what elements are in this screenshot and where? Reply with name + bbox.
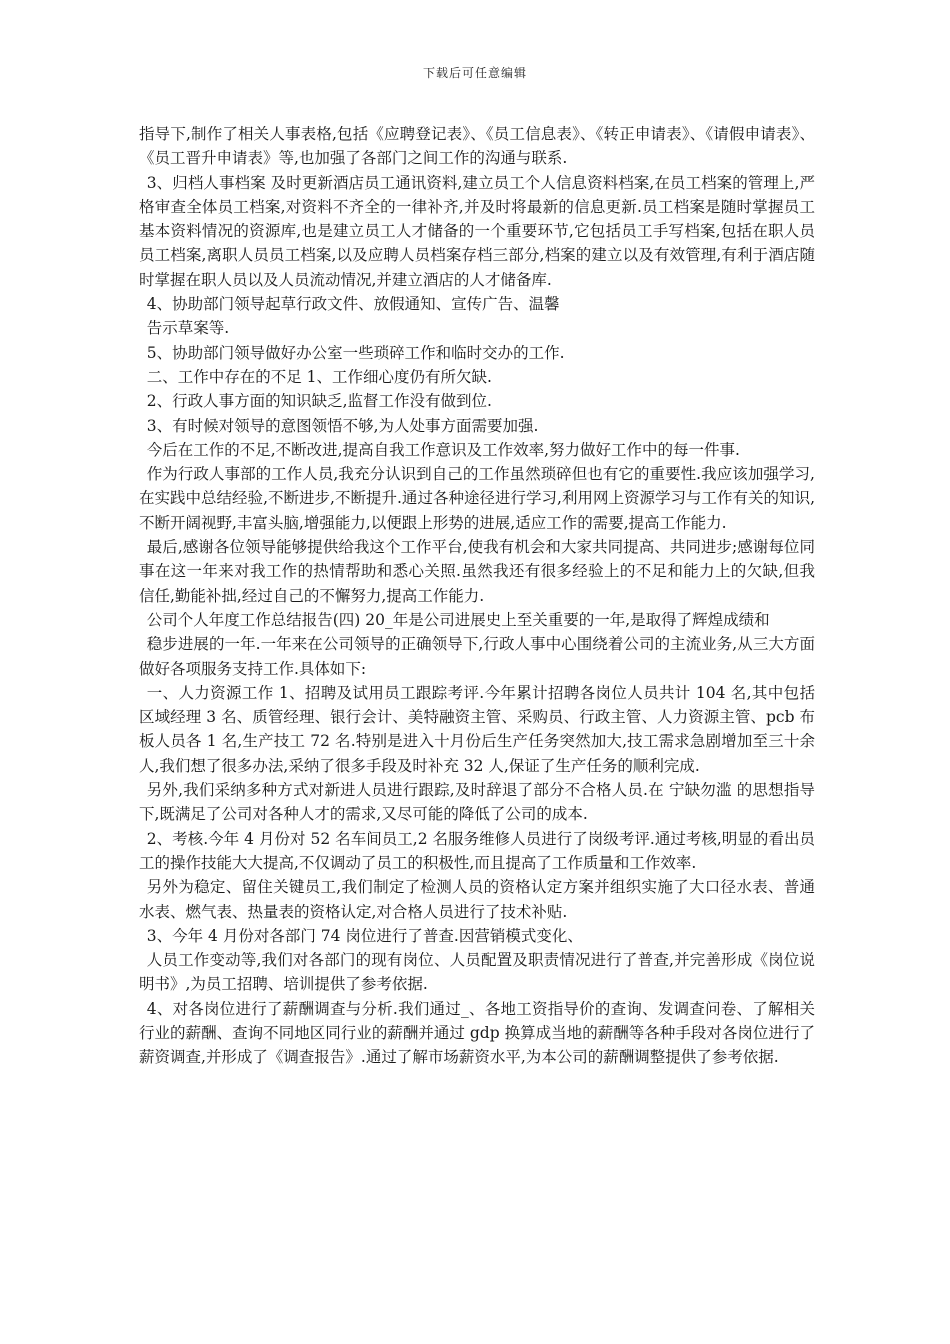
paragraph: 3、有时候对领导的意图领悟不够,为人处事方面需要加强. <box>146 416 539 435</box>
paragraph: 4、对各岗位进行了薪酬调查与分析.我们通过_、各地工资指导价的查询、发调查问卷、了解相关行业的薪酬、查询不同地区同行业的薪酬并通过 gdp 换算成当地的薪酬等各种手段对各岗位进行了薪资调查,并形成了《调查报告》.通过了解市场薪资水平,为本公司的薪酬调整提供了参考依据. <box>139 999 815 1067</box>
paragraph: 告示草案等. <box>146 319 230 338</box>
paragraph: 一、人力资源工作 1、招聘及试用员工跟踪考评.今年累计招聘各岗位人员共计 104 名,其中包括区域经理 3 名、质管经理、银行会计、美特融资主管、采购员、行政主管、人力资源主管、pcb 布板人员各 1 名,生产技工 72 名.特别是进入十月份后生产任务突然加大,技工需求急剧增加至三十余人,我们想了很多办法,采纳了很多手段及时补充 32 人,保证了生产任务的顺利完成. <box>139 683 815 775</box>
paragraph: 最后,感谢各位领导能够提供给我这个工作平台,使我有机会和大家共同提高、共同进步;感谢每位同事在这一年来对我工作的热情帮助和悉心关照.虽然我还有很多经验上的不足和能力上的欠缺,但我信任,勤能补拙,经过自己的不懈努力,提高工作能力. <box>139 538 815 605</box>
paragraph: 人员工作变动等,我们对各部门的现有岗位、人员配置及职责情况进行了普查,并完善形成《岗位说明书》,为员工招聘、培训提供了参考依据. <box>139 951 815 994</box>
paragraph: 作为行政人事部的工作人员,我充分认识到自己的工作虽然琐碎但也有它的重要性.我应该加强学习,在实践中总结经验,不断进步,不断提升.通过各种途径进行学习,利用网上资源学习与工作有关的知识,不断开阔视野,丰富头脑,增强能力,以便跟上形势的进展,适应工作的需要,提高工作能力. <box>139 465 815 532</box>
paragraph: 二、工作中存在的不足 1、工作细心度仍有所欠缺. <box>146 367 492 386</box>
paragraph: 4、协助部门领导起草行政文件、放假通知、宣传广告、温馨 <box>146 295 560 314</box>
paragraph: 另外为稳定、留住关键员工,我们制定了检测人员的资格认定方案并组织实施了大口径水表、普通水表、燃气表、热量表的资格认定,对合格人员进行了技术补贴. <box>139 878 815 921</box>
paragraph: 5、协助部门领导做好办公室一些琐碎工作和临时交办的工作. <box>146 343 565 362</box>
paragraph: 3、归档人事档案 及时更新酒店员工通讯资料,建立员工个人信息资料档案,在员工档案的管理上,严格审查全体员工档案,对资料不齐全的一律补齐,并及时将最新的信息更新.员工档案是随时掌握员工基本资料情况的资源库,也是建立员工人才储备的一个重要环节,它包括员工手写档案,包括在职人员员工档案,离职人员员工档案,以及应聘人员档案存档三部分,档案的建立以及有效管理,有利于酒店随时掌握在职人员以及人员流动情况,并建立酒店的人才储备库. <box>139 173 815 289</box>
page-header: 下载后可任意编辑 <box>422 66 527 80</box>
paragraph: 另外,我们采纳多种方式对新进人员进行跟踪,及时辞退了部分不合格人员.在 宁缺勿滥 的思想指导下,既满足了公司对各种人才的需求,又尽可能的降低了公司的成本. <box>139 781 815 824</box>
paragraph: 公司个人年度工作总结报告(四) 20_年是公司进展史上至关重要的一年,是取得了辉煌成绩和 <box>146 610 770 629</box>
paragraph: 稳步进展的一年.一年来在公司领导的正确领导下,行政人事中心围绕着公司的主流业务,从三大方面做好各项服务支持工作.具体如下: <box>139 635 815 678</box>
paragraph: 2、行政人事方面的知识缺乏,监督工作没有做到位. <box>146 392 492 411</box>
paragraph: 2、考核.今年 4 月份对 52 名车间员工,2 名服务维修人员进行了岗级考评.通过考核,明显的看出员工的操作技能大大提高,不仅调动了员工的积极性,而且提高了工作质量和工作效率. <box>139 829 815 872</box>
paragraph: 今后在工作的不足,不断改进,提高自我工作意识及工作效率,努力做好工作中的每一件事. <box>146 440 740 459</box>
document-body <box>139 122 815 1070</box>
paragraph: 指导下,制作了相关人事表格,包括《应聘登记表》、《员工信息表》、《转正申请表》、《请假申请表》、《员工晋升申请表》等,也加强了各部门之间工作的沟通与联系. <box>139 125 815 168</box>
paragraph: 3、今年 4 月份对各部门 74 岗位进行了普查.因营销模式变化、 <box>146 926 583 945</box>
